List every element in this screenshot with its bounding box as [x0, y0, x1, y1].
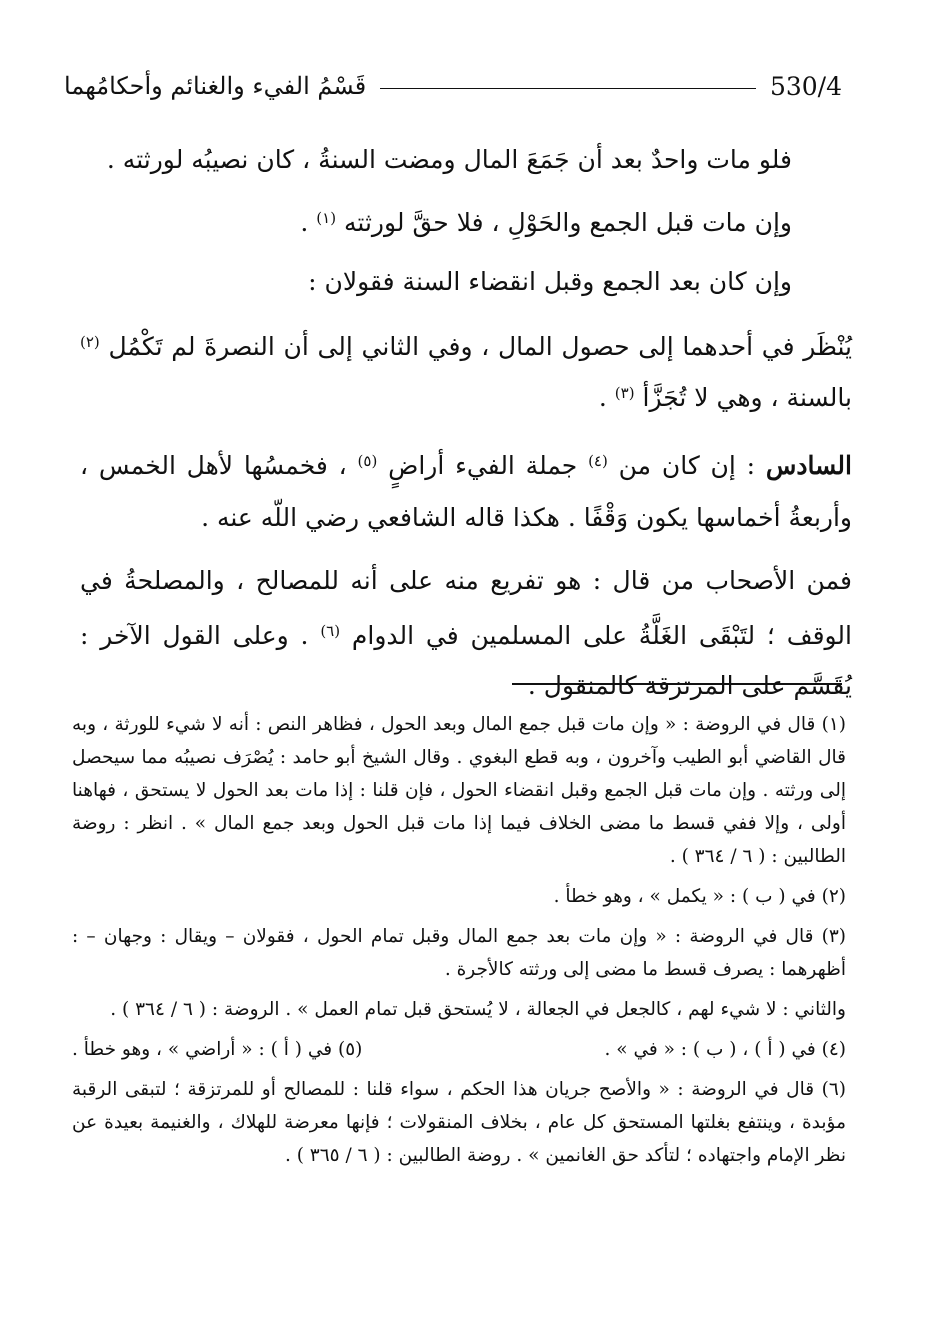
paragraph-4-end: . — [598, 383, 615, 412]
paragraph-6 — [80, 556, 852, 711]
paragraph-4 — [80, 319, 852, 421]
paragraph-2 — [80, 191, 792, 250]
page-number: 530/4 — [769, 71, 842, 101]
header-rule — [380, 88, 756, 89]
footnote-6: (٦) قال في الروضة : « والأصح جريان هذا الحكم ، سواء قلنا : للمصالح أو للمرتزقة ؛ لتبقى الرقبة مؤبدة ، وينتفع بغلتها المستحق كل عام ، بخلاف المنقولات ؛ فإنها معرضة للهلاك ، والغنيمة بعيدة عن نظر الإمام واجتهاده ؛ لتأكد حق الغانمين » . روضة الطالبين : ( ٦ / ٣٦٥ ) . — [72, 1079, 846, 1166]
footnote-separator — [512, 683, 842, 685]
paragraph-4-cont: بالسنة ، وهي لا تُجَزَّأ — [634, 383, 852, 412]
paragraph-3: وإن كان بعد الجمع وقبل انقضاء السنة فقولان : — [308, 267, 792, 296]
footnote-ref-2: (٢) — [80, 333, 100, 351]
paragraph-1: فلو مات واحدٌ بعد أن جَمَعَ المال ومضت السنةُ ، كان نصيبُه لورثته . — [106, 145, 792, 174]
footnote-ref-1: (١) — [316, 209, 337, 227]
paragraph-5-a: : إن كان من — [607, 451, 766, 480]
main-text — [80, 132, 853, 711]
paragraph-2-end: . — [300, 208, 317, 237]
section-lead-sixth: السادس — [765, 451, 852, 480]
paragraph-5-b: جملة الفيء أراضٍ — [377, 451, 589, 480]
paragraph-5-c: ، فخمسُها لأهل الخمس ، وأربعةُ أخماسها يكون وَقْفًا . هكذا قاله الشافعي رضي اللّه عنه . — [80, 451, 852, 532]
footnote-4-5-row — [72, 1033, 846, 1066]
footnote-1: (١) قال في الروضة : « وإن مات قبل جمع المال وبعد الحول ، فظاهر النص : أنه لا شيء للورثة ، وبه قال القاضي أبو الطيب وآخرون ، وبه قطع البغوي . وقال الشيخ أبو حامد : يُصْرَف نصيبُه مما سيحصل إلى ورثته . وإن مات قبل الجمع وقبل انقضاء الحول ، فإن قلنا : إذا مات بعد الحول لا يستحق ، فهاهنا أولى ، وإلا ففي قسط ما مضى الخلاف فيما إذا مات قبل الحول وبعد جمع المال » . انظر : روضة الطالبين : ( ٦ / ٣٦٤ ) . — [72, 714, 846, 867]
footnote-ref-5: (٥) — [357, 452, 378, 470]
footnote-ref-6: (٦) — [320, 622, 341, 640]
running-title: قَسْمُ الفيء والغنائم وأحكامُهما — [64, 72, 367, 100]
paragraph-4-text: يُنْظَر في أحدهما إلى حصول المال ، وفي الثاني إلى أن النصرةَ لم تَكْمُل — [108, 332, 853, 361]
footnote-2: (٢) في ( ب ) : « يكمل » ، وهو خطأ . — [553, 886, 846, 907]
footnotes — [72, 708, 846, 1179]
page-header — [64, 66, 842, 106]
paragraph-2-text: وإن مات قبل الجمع والحَوْلِ ، فلا حقَّ لورثته — [344, 208, 792, 237]
footnote-ref-4: (٤) — [588, 452, 608, 470]
footnote-5: (٥) في ( أ ) : « أراضي » ، وهو خطأ . — [72, 1039, 363, 1060]
footnote-3a: (٣) قال في الروضة : « وإن مات بعد جمع المال وقبل تمام الحول ، فقولان – ويقال : وجهان – : أظهرهما : يصرف قسط ما مضى إلى ورثته كالأجرة . — [72, 926, 846, 980]
paragraph-6-a: فمن الأصحاب من قال : هو تفريع منه على أنه للمصالح ، والمصلحةُ في الوقف ؛ لتَبْقَى الغَلَّةُ على المسلمين في الدوام — [80, 566, 852, 650]
paragraph-5 — [80, 435, 852, 544]
footnote-ref-3: (٣) — [614, 384, 635, 402]
footnote-3b: والثاني : لا شيء لهم ، كالجعل في الجعالة ، لا يُستحق قبل تمام العمل » . الروضة : ( ٦ / ٣٦٤ ) . — [110, 999, 846, 1020]
footnote-4: (٤) في ( أ ) ، ( ب ) : « في » . — [604, 1039, 846, 1060]
paragraph-6-b: . وعلى القول الآخر : يُقَسَّم على المرتزقة كالمنقول . — [80, 621, 852, 700]
